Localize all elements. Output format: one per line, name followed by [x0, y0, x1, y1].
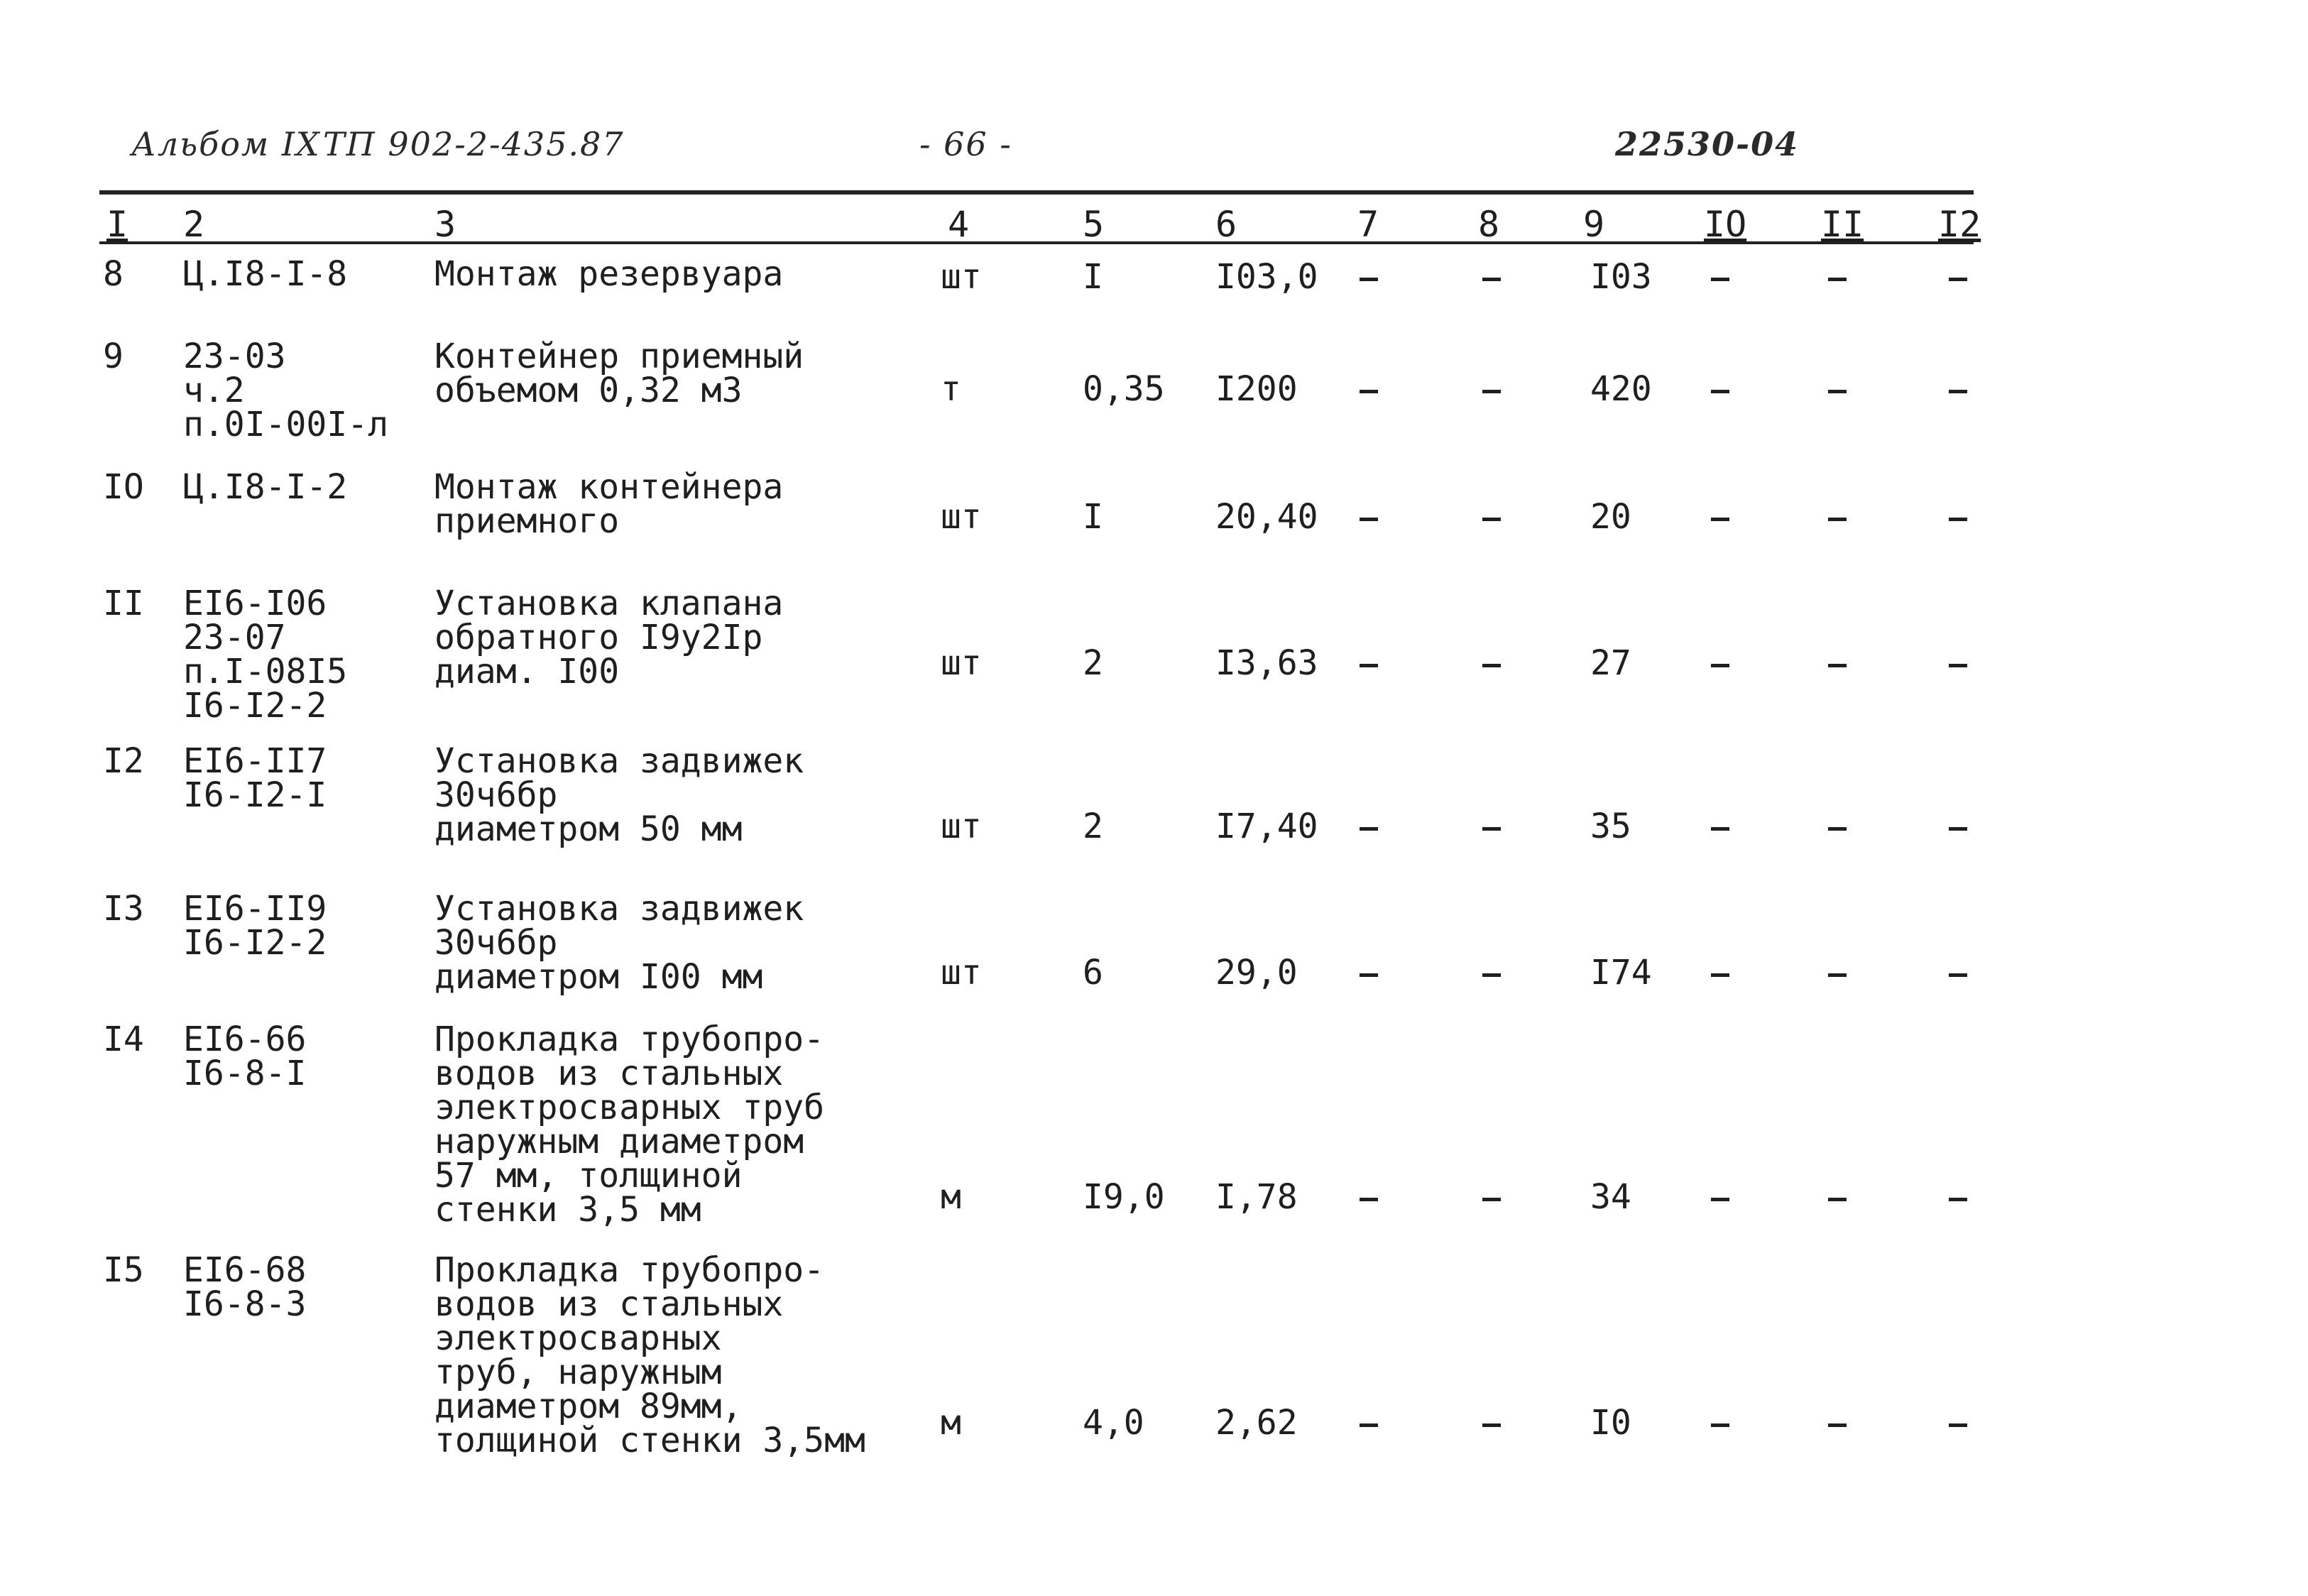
dash-mark: [1828, 1198, 1847, 1201]
empty-cell-dash: [1360, 1403, 1378, 1443]
row-qty: I: [1083, 257, 1103, 297]
empty-cell-dash: [1828, 497, 1847, 537]
row-price: I3,63: [1215, 643, 1318, 683]
column-number: 3: [434, 204, 456, 245]
row-unit: шт: [941, 807, 982, 846]
page-number: - 66 -: [919, 125, 1012, 163]
row-code: ЕI6-II9 I6-I2-2: [183, 889, 327, 963]
row-price: I,78: [1215, 1177, 1298, 1217]
empty-cell-dash: [1828, 643, 1847, 683]
row-c9: 27: [1590, 643, 1631, 683]
row-description: Прокладка трубопро- водов из стальных электросварных труб наружным диаметром 57 мм, толщиной стенки 3,5 мм: [434, 1020, 825, 1230]
row-qty: I: [1083, 497, 1103, 537]
dash-mark: [1482, 390, 1501, 393]
dash-mark: [1949, 390, 1967, 393]
row-price: 29,0: [1215, 953, 1298, 993]
album-label: Альбом IX: [131, 125, 321, 163]
row-code: ЕI6-I06 23-07 п.I-08I5 I6-I2-2: [183, 584, 348, 726]
row-description: Монтаж резервуара: [434, 254, 784, 294]
row-number: 9: [103, 337, 124, 376]
empty-cell-dash: [1711, 1177, 1729, 1217]
row-qty: 0,35: [1083, 369, 1165, 409]
dash-mark: [1828, 664, 1847, 667]
empty-cell-dash: [1360, 953, 1378, 993]
row-number: II: [103, 584, 144, 623]
dash-mark: [1482, 278, 1501, 281]
row-c9: 34: [1590, 1177, 1631, 1217]
row-c9: 420: [1590, 369, 1652, 409]
row-qty: 6: [1083, 953, 1103, 993]
dash-mark: [1482, 827, 1501, 831]
empty-cell-dash: [1482, 1403, 1501, 1443]
column-number: 5: [1083, 204, 1105, 245]
empty-cell-dash: [1949, 953, 1967, 993]
dash-mark: [1711, 518, 1729, 521]
row-price: 2,62: [1215, 1403, 1298, 1443]
dash-mark: [1828, 518, 1847, 521]
dash-mark: [1711, 1198, 1729, 1201]
row-price: I03,0: [1215, 257, 1318, 297]
dash-mark: [1360, 973, 1378, 977]
empty-cell-dash: [1949, 369, 1967, 409]
dash-mark: [1360, 518, 1378, 521]
row-description: Прокладка трубопро- водов из стальных электросварных труб, наружным диаметром 89мм, толщиной стенки 3,5мм: [434, 1250, 865, 1460]
row-code: ЕI6-66 I6-8-I: [183, 1020, 307, 1093]
row-description: Установка задвижек 30ч6бр диаметром I00 мм: [434, 889, 804, 997]
dash-mark: [1360, 664, 1378, 667]
empty-cell-dash: [1482, 643, 1501, 683]
dash-mark: [1828, 1423, 1847, 1427]
empty-cell-dash: [1949, 807, 1967, 846]
empty-cell-dash: [1711, 1403, 1729, 1443]
empty-cell-dash: [1482, 1177, 1501, 1217]
column-number: I: [106, 204, 128, 245]
dash-mark: [1360, 827, 1378, 831]
dash-mark: [1360, 1198, 1378, 1201]
dash-mark: [1711, 973, 1729, 977]
row-unit: шт: [941, 953, 982, 993]
dash-mark: [1360, 1423, 1378, 1427]
empty-cell-dash: [1360, 1177, 1378, 1217]
top-rule: [99, 190, 1974, 195]
empty-cell-dash: [1711, 497, 1729, 537]
empty-cell-dash: [1828, 807, 1847, 846]
column-number: I2: [1938, 204, 1981, 245]
dash-mark: [1482, 973, 1501, 977]
column-number: 7: [1357, 204, 1379, 245]
empty-cell-dash: [1360, 257, 1378, 297]
row-unit: шт: [941, 257, 982, 297]
column-number: 6: [1215, 204, 1237, 245]
empty-cell-dash: [1482, 807, 1501, 846]
empty-cell-dash: [1711, 369, 1729, 409]
empty-cell-dash: [1949, 1403, 1967, 1443]
empty-cell-dash: [1711, 807, 1729, 846]
empty-cell-dash: [1949, 497, 1967, 537]
dash-mark: [1949, 278, 1967, 281]
row-number: I4: [103, 1020, 144, 1059]
column-number: 9: [1583, 204, 1605, 245]
row-description: Установка клапана обратного I9у2Iр диам. I00: [434, 584, 784, 692]
dash-mark: [1482, 1198, 1501, 1201]
row-unit: м: [941, 1177, 961, 1217]
row-c9: I0: [1590, 1403, 1631, 1443]
empty-cell-dash: [1828, 257, 1847, 297]
empty-cell-dash: [1711, 643, 1729, 683]
dash-mark: [1949, 518, 1967, 521]
row-qty: I9,0: [1083, 1177, 1165, 1217]
dash-mark: [1949, 1423, 1967, 1427]
empty-cell-dash: [1711, 953, 1729, 993]
row-code: 23-03 ч.2 п.0I-00I-л: [183, 337, 388, 444]
row-c9: I74: [1590, 953, 1652, 993]
dash-mark: [1360, 278, 1378, 281]
dash-mark: [1828, 278, 1847, 281]
dash-mark: [1482, 664, 1501, 667]
row-qty: 2: [1083, 807, 1103, 846]
column-number: IO: [1704, 204, 1747, 245]
empty-cell-dash: [1360, 807, 1378, 846]
empty-cell-dash: [1360, 369, 1378, 409]
dash-mark: [1711, 827, 1729, 831]
row-number: I2: [103, 741, 144, 781]
row-description: Монтаж контейнера приемного: [434, 467, 784, 541]
empty-cell-dash: [1949, 257, 1967, 297]
dash-mark: [1711, 390, 1729, 393]
dash-mark: [1711, 1423, 1729, 1427]
row-price: I200: [1215, 369, 1298, 409]
row-price: 20,40: [1215, 497, 1318, 537]
row-unit: шт: [941, 643, 982, 683]
row-code: Ц.I8-I-8: [183, 254, 348, 294]
row-c9: 20: [1590, 497, 1631, 537]
row-price: I7,40: [1215, 807, 1318, 846]
row-unit: шт: [941, 497, 982, 537]
project-code: ТП 902-2-435.87: [323, 125, 625, 163]
empty-cell-dash: [1828, 1403, 1847, 1443]
row-unit: т: [941, 369, 961, 409]
column-number: 4: [948, 204, 970, 245]
row-c9: I03: [1590, 257, 1652, 297]
row-number: I3: [103, 889, 144, 929]
dash-mark: [1828, 827, 1847, 831]
empty-cell-dash: [1949, 1177, 1967, 1217]
row-code: ЕI6-68 I6-8-3: [183, 1250, 307, 1324]
empty-cell-dash: [1360, 497, 1378, 537]
row-code: ЕI6-II7 I6-I2-I: [183, 741, 327, 815]
empty-cell-dash: [1482, 369, 1501, 409]
column-number: 8: [1478, 204, 1500, 245]
dash-mark: [1949, 1198, 1967, 1201]
empty-cell-dash: [1482, 497, 1501, 537]
dash-mark: [1711, 664, 1729, 667]
dash-mark: [1828, 390, 1847, 393]
row-unit: м: [941, 1403, 961, 1443]
row-qty: 4,0: [1083, 1403, 1144, 1443]
row-code: Ц.I8-I-2: [183, 467, 348, 507]
dash-mark: [1949, 664, 1967, 667]
dash-mark: [1949, 827, 1967, 831]
dash-mark: [1828, 973, 1847, 977]
empty-cell-dash: [1828, 369, 1847, 409]
row-number: IO: [103, 467, 144, 507]
row-description: Установка задвижек 30ч6бр диаметром 50 мм: [434, 741, 804, 849]
dash-mark: [1711, 278, 1729, 281]
empty-cell-dash: [1482, 953, 1501, 993]
empty-cell-dash: [1828, 1177, 1847, 1217]
row-c9: 35: [1590, 807, 1631, 846]
dash-mark: [1482, 1423, 1501, 1427]
dash-mark: [1482, 518, 1501, 521]
empty-cell-dash: [1482, 257, 1501, 297]
dash-mark: [1360, 390, 1378, 393]
row-description: Контейнер приемный объемом 0,32 м3: [434, 337, 804, 410]
empty-cell-dash: [1828, 953, 1847, 993]
row-qty: 2: [1083, 643, 1103, 683]
row-number: I5: [103, 1250, 144, 1290]
empty-cell-dash: [1949, 643, 1967, 683]
header-rule: [99, 241, 1974, 244]
column-number: 2: [183, 204, 205, 245]
empty-cell-dash: [1360, 643, 1378, 683]
empty-cell-dash: [1711, 257, 1729, 297]
document-code: 22530-04: [1615, 125, 1800, 163]
column-number: II: [1821, 204, 1864, 245]
row-number: 8: [103, 254, 124, 294]
dash-mark: [1949, 973, 1967, 977]
